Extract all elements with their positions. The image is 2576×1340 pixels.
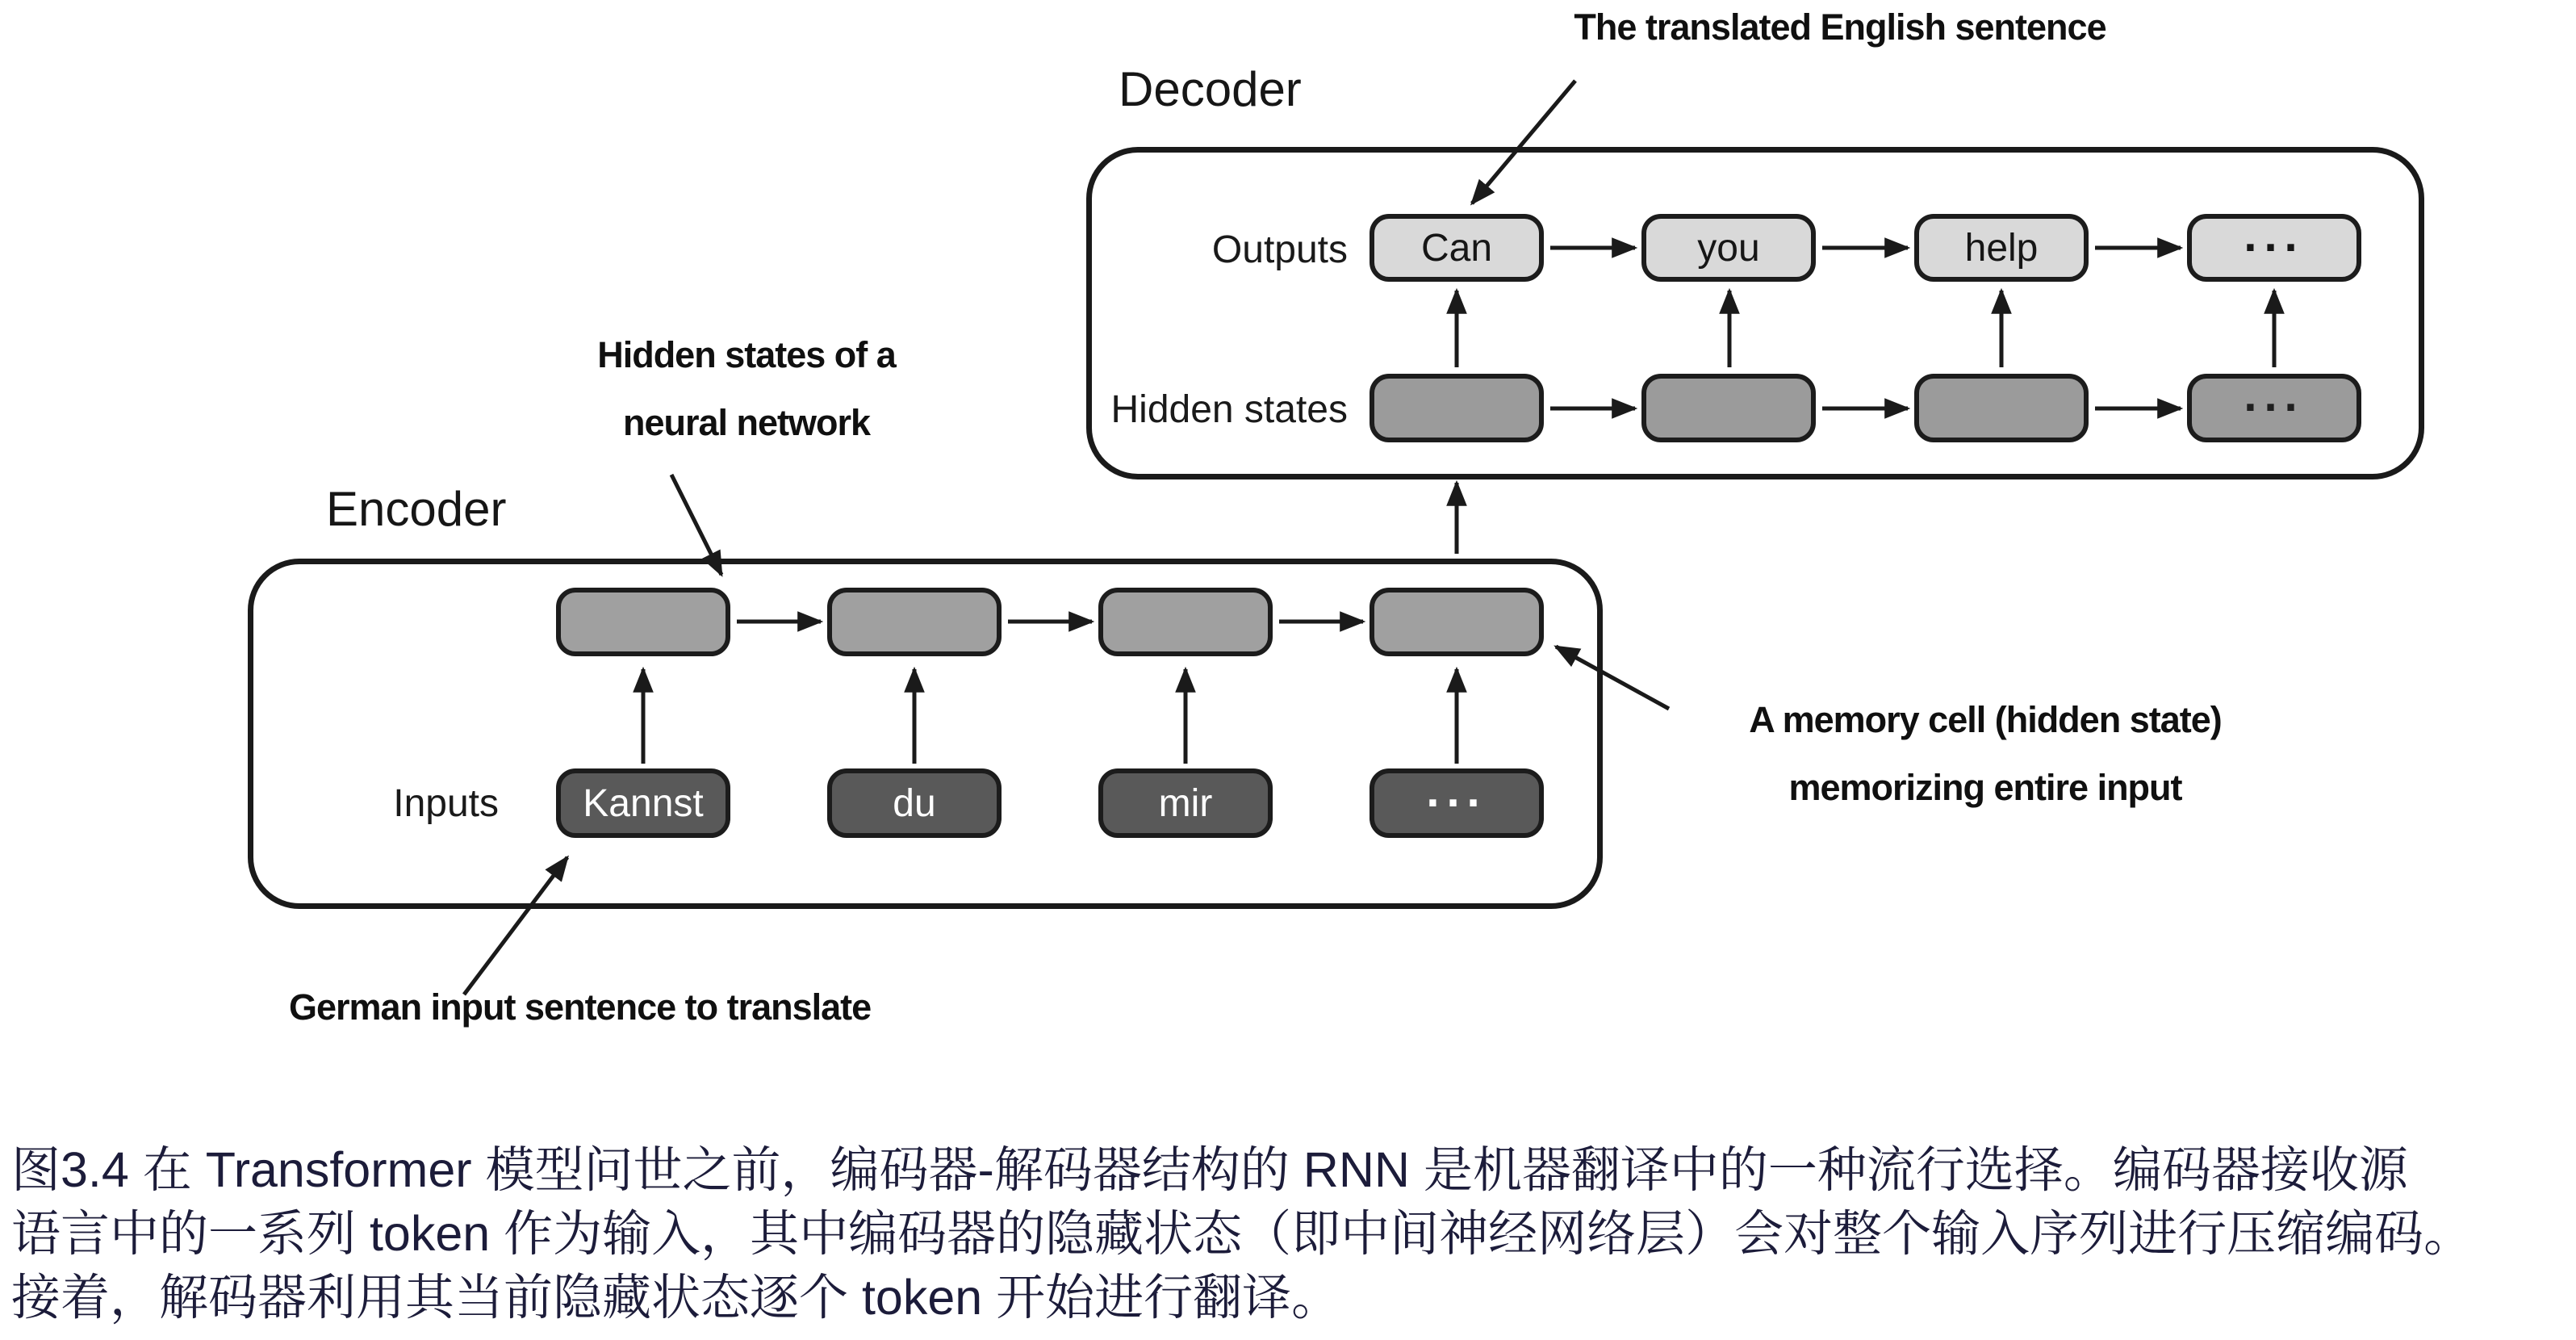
annotation-memory-cell-line1: A memory cell (hidden state) xyxy=(1749,699,2222,740)
encoder-input-text-2: du xyxy=(893,781,936,825)
caption-line-1: 图3.4 在 Transformer 模型问世之前，编码器-解码器结构的 RNN 是机器翻译中的一种流行选择。编码器接收源 xyxy=(11,1142,2408,1197)
encoder-input-box-2 xyxy=(827,768,1002,838)
encoder-title: Encoder xyxy=(326,482,507,536)
encoder-input-box-4 xyxy=(1370,764,1544,838)
decoder-output-box-4 xyxy=(2187,208,2361,282)
decoder-hidden-box-4 xyxy=(2187,369,2361,442)
decoder-hidden-box-3 xyxy=(1914,374,2089,442)
encoder-input-box-3 xyxy=(1098,768,1273,838)
annotation-hidden-states-line2: neural network xyxy=(622,402,871,443)
encoder-hidden-box-4 xyxy=(1370,588,1544,656)
decoder-output-text-1: Can xyxy=(1420,226,1493,270)
decoder-output-box-2 xyxy=(1641,214,1816,282)
inputs-label: Inputs xyxy=(393,782,499,825)
decoder-hidden-box-1 xyxy=(1370,374,1544,442)
decoder-output-text-3: help xyxy=(1964,226,2039,270)
figure-caption xyxy=(11,1138,2576,1330)
encoder-input-box-1 xyxy=(556,768,730,838)
encoder-input-text-1: Kannst xyxy=(583,781,704,825)
encoder-hidden-box-2 xyxy=(827,588,1002,656)
caption-line-2: 语言中的一系列 token 作为输入，其中编码器的隐藏状态（即中间神经网络层）会对整个输入序列进行压缩编码。 xyxy=(11,1206,2474,1261)
outputs-label: Outputs xyxy=(1211,228,1348,271)
encoder-input-text-3: mir xyxy=(1158,781,1213,825)
caption-line-3: 接着，解码器利用其当前隐藏状态逐个 token 开始进行翻译。 xyxy=(11,1270,1341,1325)
decoder-output-text-4: ... xyxy=(2244,208,2305,262)
encoder-hidden-box-3 xyxy=(1098,588,1273,656)
hidden-states-label: Hidden states xyxy=(1110,388,1348,431)
encoder-input-text-4: ... xyxy=(1426,764,1487,817)
annotation-german-input: German input sentence to translate xyxy=(289,986,872,1028)
annotation-memory-cell-line2: memorizing entire input xyxy=(1788,767,2182,808)
annotation-translated-sentence: The translated English sentence xyxy=(1574,6,2106,48)
decoder-output-text-2: you xyxy=(1697,226,1760,270)
decoder-title: Decoder xyxy=(1119,62,1302,116)
decoder-output-box-1 xyxy=(1370,214,1544,282)
decoder-hidden-text-4: ... xyxy=(2244,369,2305,421)
encoder-hidden-box-1 xyxy=(556,588,730,656)
decoder-output-box-3 xyxy=(1914,214,2089,282)
annotation-hidden-states-line1: Hidden states of a xyxy=(597,334,896,375)
decoder-hidden-box-2 xyxy=(1641,374,1816,442)
